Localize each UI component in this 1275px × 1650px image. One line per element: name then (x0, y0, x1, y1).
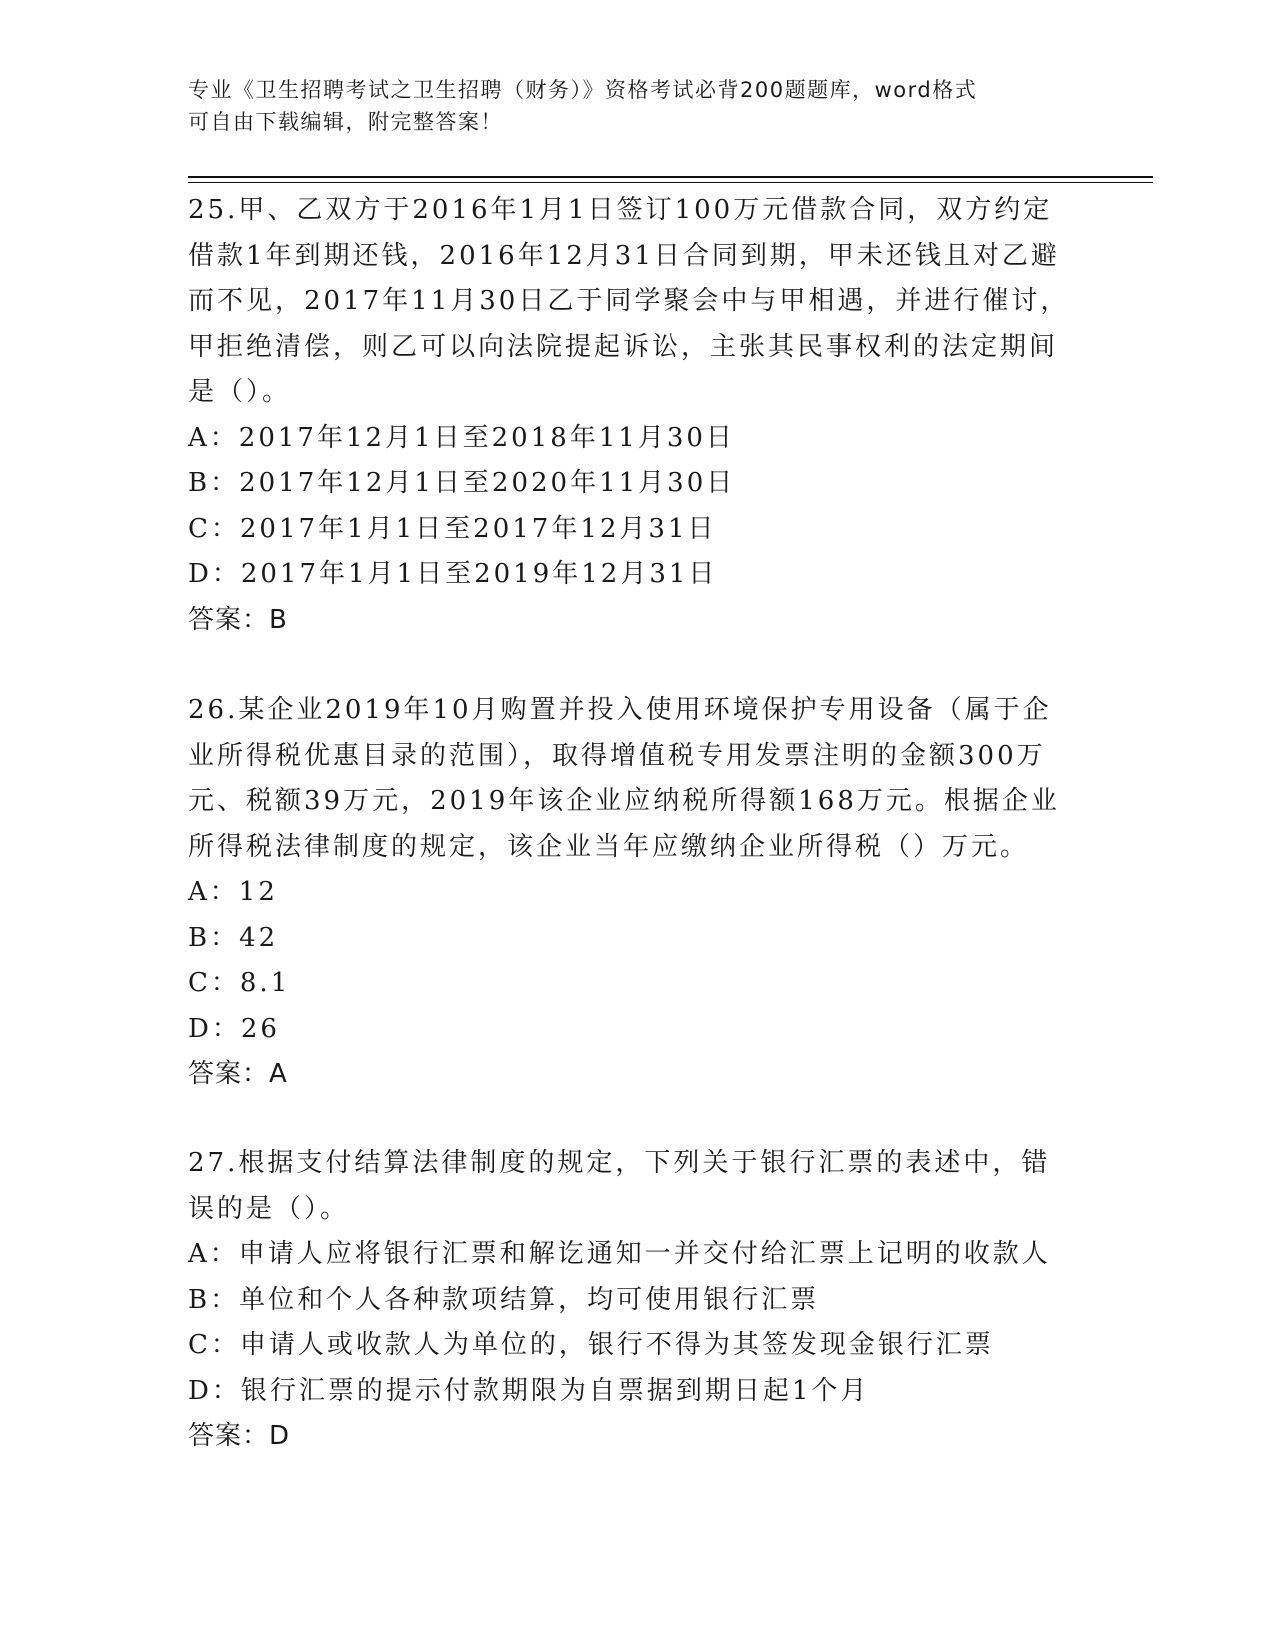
header-divider-thick (188, 176, 1153, 178)
option-c: C：申请人或收款人为单位的，银行不得为其签发现金银行汇票 (188, 1330, 994, 1360)
answer: 答案：D (188, 1421, 291, 1451)
question-25 (188, 188, 1078, 643)
option-b: B：单位和个人各种款项结算，均可使用银行汇票 (188, 1284, 820, 1315)
question-27 (188, 1141, 1078, 1460)
option-a: A：申请人应将银行汇票和解讫通知一并交付给汇票上记明的收款人 (188, 1239, 1051, 1269)
option-b: B：42 (188, 922, 279, 953)
option-c: C：8.1 (188, 968, 291, 998)
question-text: 25.甲、乙双方于2016年1月1日签订100万元借款合同，双方约定借款1年到期还钱，2016年12月31日合同到期，甲未还钱且对乙避而不见，2017年11月30日乙于同学聚会中与甲相遇，并进行催讨，甲拒绝清偿，则乙可以向法院提起诉讼，主张其民事权利的法定期间是（）。 (188, 195, 1070, 407)
header-divider-thin (188, 182, 1153, 183)
header-line-2: 可自由下载编辑，附完整答案！ (188, 110, 503, 134)
question-26 (188, 688, 1078, 1098)
question-text: 27.根据支付结算法律制度的规定，下列关于银行汇票的表述中，错误的是（）。 (188, 1148, 1051, 1224)
option-d: D：2017年1月1日至2019年12月31日 (188, 559, 718, 589)
document-header (188, 74, 1068, 138)
header-line-1: 专业《卫生招聘考试之卫生招聘（财务）》资格考试必背200题题库，word格式 (188, 78, 978, 102)
option-a: A：2017年12月1日至2018年11月30日 (188, 422, 735, 453)
question-text: 26.某企业2019年10月购置并投入使用环境保护专用设备（属于企业所得税优惠目录的范围），取得增值税专用发票注明的金额300万元、税额39万元，2019年该企业应纳税所得额168万元。根据企业所得税法律制度的规定，该企业当年应缴纳企业所得税（）万元。 (188, 695, 1060, 862)
option-d: D：银行汇票的提示付款期限为自票据到期日起1个月 (188, 1375, 870, 1406)
option-d: D：26 (188, 1013, 280, 1044)
option-c: C：2017年1月1日至2017年12月31日 (188, 513, 717, 544)
option-a: A：12 (188, 877, 278, 907)
option-b: B：2017年12月1日至2020年11月30日 (188, 468, 736, 498)
answer: 答案：A (188, 1059, 288, 1089)
answer: 答案：B (188, 604, 288, 635)
